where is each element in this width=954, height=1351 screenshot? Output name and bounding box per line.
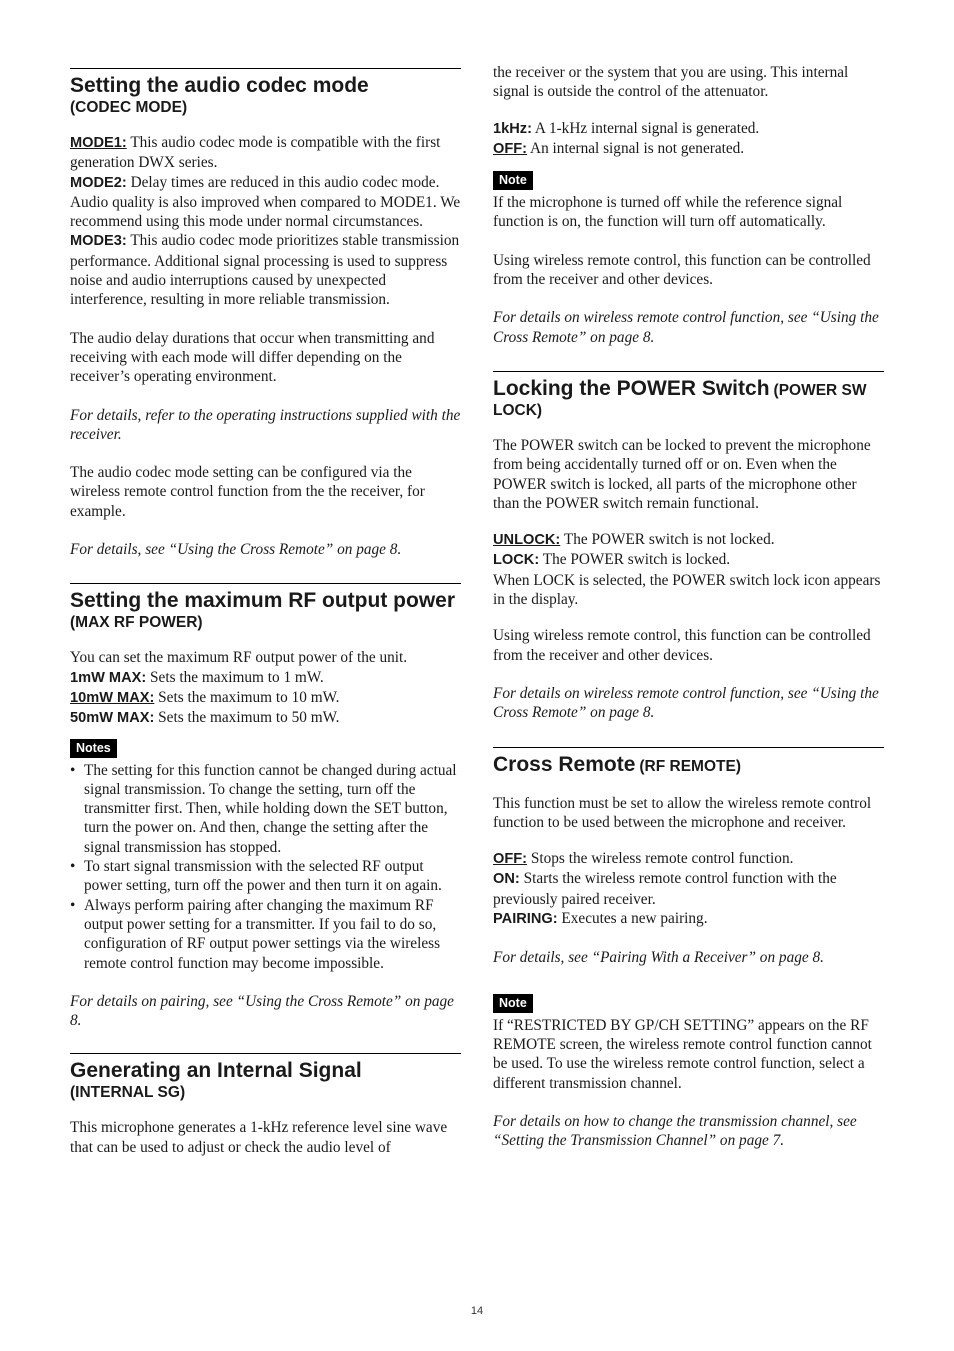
note-label: Note [493,994,533,1013]
codec-mode-subtitle: (CODEC MODE) [70,99,188,116]
sg-reference: For details on wireless remote control function, see “Using the Cross Remote” on page 8. [493,309,879,346]
lock-extra-text: When LOCK is selected, the POWER switch lock icon appears in the display. [493,571,881,609]
codec-remote-paragraph: The audio codec mode setting can be configured via the wireless remote control function from the the receiver, for example. [70,464,425,520]
sg-note-text: If the microphone is turned off while the reference signal function is on, the function will turn off automatically. [493,194,843,231]
sg-off-item [493,139,884,159]
notes-label: Notes [70,739,117,758]
codec-reference-receiver: For details, refer to the operating instructions supplied with the receiver. [70,406,461,443]
power-lock-heading [493,371,884,420]
page-number: 14 [470,1305,484,1317]
cross-remote-paragraph: This function must be set to allow the wireless remote control function to be used between the microphone and receiver. [493,794,872,831]
power-lock-reference: For details on wireless remote control function, see “Using the Cross Remote” on page 8. [493,684,879,722]
mode1-text: This audio codec mode is compatible with the first generation DWX series. [70,134,441,172]
rf-10mw-text: Sets the maximum to 10 mW. [154,688,340,706]
rf-power-reference: For details on pairing, see “Using the Cross Remote” on page 8. [70,992,454,1030]
rf-10mw-item [70,688,461,708]
remote-on-key: ON: [493,871,520,888]
remote-off-key: OFF: [493,851,528,868]
sg-off-key: OFF: [493,140,528,157]
mode3-item [70,231,461,309]
remote-on-text: Starts the wireless remote control function with the previously paired receiver. [493,870,837,908]
list-item: • Always perform pairing after changing the maximum RF output power setting for a transmitter. If you fail to do so, configuration of RF output power settings via the wireless remote control function may become impossible. [70,896,461,973]
right-column [493,63,884,1169]
rf-power-title: Setting the maximum RF output power [70,589,456,613]
cross-remote-heading [493,747,884,778]
rf-10mw-key: 10mW MAX: [70,689,155,706]
mode2-text: Delay times are reduced in this audio codec mode. Audio quality is also improved when compared to MODE1. We recommend using this mode under normal circumstances. [70,173,461,231]
internal-sg-continued: the receiver or the system that you are using. This internal signal is outside the control of the attenuator. [493,64,849,101]
remote-pairing-text: Executes a new pairing. [557,910,708,928]
list-item: • The setting for this function cannot be changed during actual signal transmission. To change the setting, turn off the transmitter first. Then, while holding down the SET button, turn the power on. And then, change the setting after the signal transmission has stopped. [70,761,461,857]
remote-pairing-item [493,909,884,929]
power-lock-title: Locking the POWER Switch [493,376,770,400]
remote-on-item [493,869,884,909]
codec-reference-cross-remote: For details, see “Using the Cross Remote” on page 8. [70,541,402,559]
codec-delay-paragraph: The audio delay durations that occur when transmitting and receiving with each mode will differ depending on the receiver’s operating environment. [70,329,435,386]
rf-1mw-item [70,668,461,688]
channel-reference: For details on how to change the transmission channel, see “Setting the Transmission Channel” on page 7. [493,1112,857,1150]
internal-sg-subtitle: (INTERNAL SG) [70,1084,186,1102]
internal-sg-heading [70,1053,461,1102]
cross-remote-subtitle: (RF REMOTE) [639,757,741,775]
unlock-key: UNLOCK: [493,532,561,549]
mode2-key: MODE2: [70,174,127,191]
cross-remote-note-text: If “RESTRICTED BY GP/CH SETTING” appears on the RF REMOTE screen, the wireless remote control function cannot be used. To use the wireless remote control function, select a different transmission channel. [493,1016,872,1092]
lock-key: LOCK: [493,552,540,569]
internal-sg-paragraph: This microphone generates a 1-kHz reference level sine wave that can be used to adjust or check the audio level of [70,1119,448,1156]
rf-50mw-key: 50mW MAX: [70,710,155,727]
power-lock-paragraph: The POWER switch can be locked to prevent the microphone from being accidentally turned off or on. Even when the POWER switch is locked, all parts of the microphone other than the POWER switch remain functional. [493,436,871,512]
rf-power-heading [70,583,461,632]
codec-mode-title: Setting the audio codec mode [70,74,369,97]
sg-1khz-text: A 1-kHz internal signal is generated. [531,119,760,137]
sg-1khz-key: 1kHz: [493,120,532,137]
list-item: • To start signal transmission with the selected RF output power setting, turn off the power and then turn it on again. [70,857,461,896]
unlock-text: The POWER switch is not locked. [560,531,775,549]
pairing-reference: For details, see “Pairing With a Receiver” on page 8. [493,949,824,967]
codec-mode-heading [70,68,461,117]
lock-item [493,550,884,570]
rf-50mw-text: Sets the maximum to 50 mW. [154,709,340,727]
rf-power-subtitle: (MAX RF POWER) [70,614,203,632]
mode1-item [70,133,461,173]
unlock-item [493,530,884,550]
power-lock-subtitle: (POWER SW LOCK) [493,381,867,419]
mode3-text: This audio codec mode prioritizes stable transmission performance. Additional signal processing is used to suppress noise and audio interruptions caused by unexpected interference, resulting in more reliable transmission. [70,232,460,309]
rf-1mw-key: 1mW MAX: [70,669,147,686]
rf-power-intro: You can set the maximum RF output power of the unit. [70,649,408,667]
sg-off-text: An internal signal is not generated. [527,139,745,157]
mode1-key: MODE1: [70,135,127,151]
remote-pairing-key: PAIRING: [493,911,558,928]
sg-remote-paragraph: Using wireless remote control, this function can be controlled from the receiver and other devices. [493,251,871,289]
rf-power-notes-list [70,761,461,973]
mode2-item [70,173,461,232]
mode3-key: MODE3: [70,233,127,250]
sg-1khz-item [493,119,884,139]
lock-text: The POWER switch is locked. [539,551,731,569]
internal-sg-title: Generating an Internal Signal [70,1059,362,1083]
remote-off-item [493,849,884,869]
remote-off-text: Stops the wireless remote control function. [527,850,794,868]
note-label: Note [493,171,533,190]
left-column [70,68,461,1176]
cross-remote-title: Cross Remote [493,752,636,776]
rf-50mw-item [70,708,461,728]
power-lock-remote-paragraph: Using wireless remote control, this function can be controlled from the receiver and other devices. [493,627,871,664]
rf-1mw-text: Sets the maximum to 1 mW. [146,668,324,686]
